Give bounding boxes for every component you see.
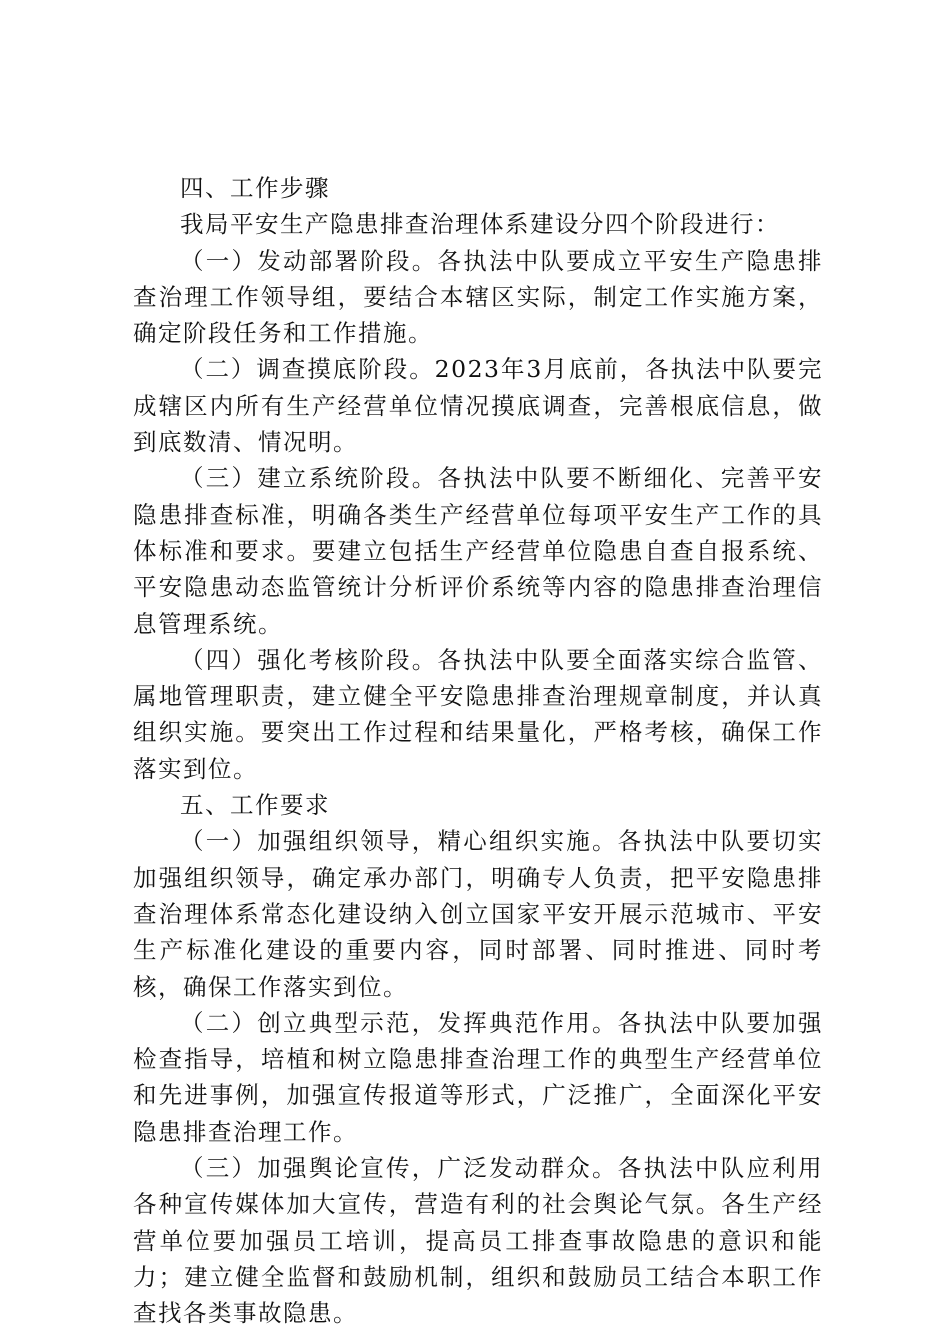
section-heading-requirements: 五、工作要求 (180, 791, 330, 820)
paragraph-requirement-1: （一）加强组织领导，精心组织实施。各执法中队要切实加强组织领导，确定承办部门，明确专人负责，把平安隐患排查治理体系常态化建设纳入创立国家平安开展示范城市、平安生产标准化建设的重要内容，同时部署、同时推进、同时考核，确保工作落实到位。 (133, 827, 823, 1001)
section-heading-steps: 四、工作步骤 (180, 174, 330, 202)
paragraph-stage-4: （四）强化考核阶段。各执法中队要全面落实综合监管、属地管理职责，建立健全平安隐患排查治理规章制度，并认真组织实施。要突出工作过程和结果量化，严格考核，确保工作落实到位。 (133, 645, 823, 783)
paragraph-requirement-3: （三）加强舆论宣传，广泛发动群众。各执法中队应利用各种宣传媒体加大宣传，营造有利的社会舆论气氛。各生产经营单位要加强员工培训，提高员工排查事故隐患的意识和能力；建立健全监督和鼓励机制，组织和鼓励员工结合本职工作查找各类事故隐患。 (133, 1154, 823, 1328)
paragraph-intro: 我局平安生产隐患排查治理体系建设分四个阶段进行： (180, 210, 780, 239)
paragraph-requirement-2: （二）创立典型示范，发挥典范作用。各执法中队要加强检查指导，培植和树立隐患排查治理工作的典型生产经营单位和先进事例，加强宣传报道等形式，广泛推广，全面深化平安隐患排查治理工作。 (133, 1008, 823, 1146)
paragraph-stage-1: （一）发动部署阶段。各执法中队要成立平安生产隐患排查治理工作领导组，要结合本辖区实际，制定工作实施方案，确定阶段任务和工作措施。 (133, 246, 823, 348)
paragraph-stage-2: （二）调查摸底阶段。2023年3月底前，各执法中队要完成辖区内所有生产经营单位情况摸底调查，完善根底信息，做到底数清、情况明。 (133, 355, 823, 457)
paragraph-stage-3: （三）建立系统阶段。各执法中队要不断细化、完善平安隐患排查标准，明确各类生产经营单位每项平安生产工作的具体标准和要求。要建立包括生产经营单位隐患自查自报系统、平安隐患动态监管统计分析评价系统等内容的隐患排查治理信息管理系统。 (133, 464, 823, 638)
document-body (133, 170, 823, 1332)
